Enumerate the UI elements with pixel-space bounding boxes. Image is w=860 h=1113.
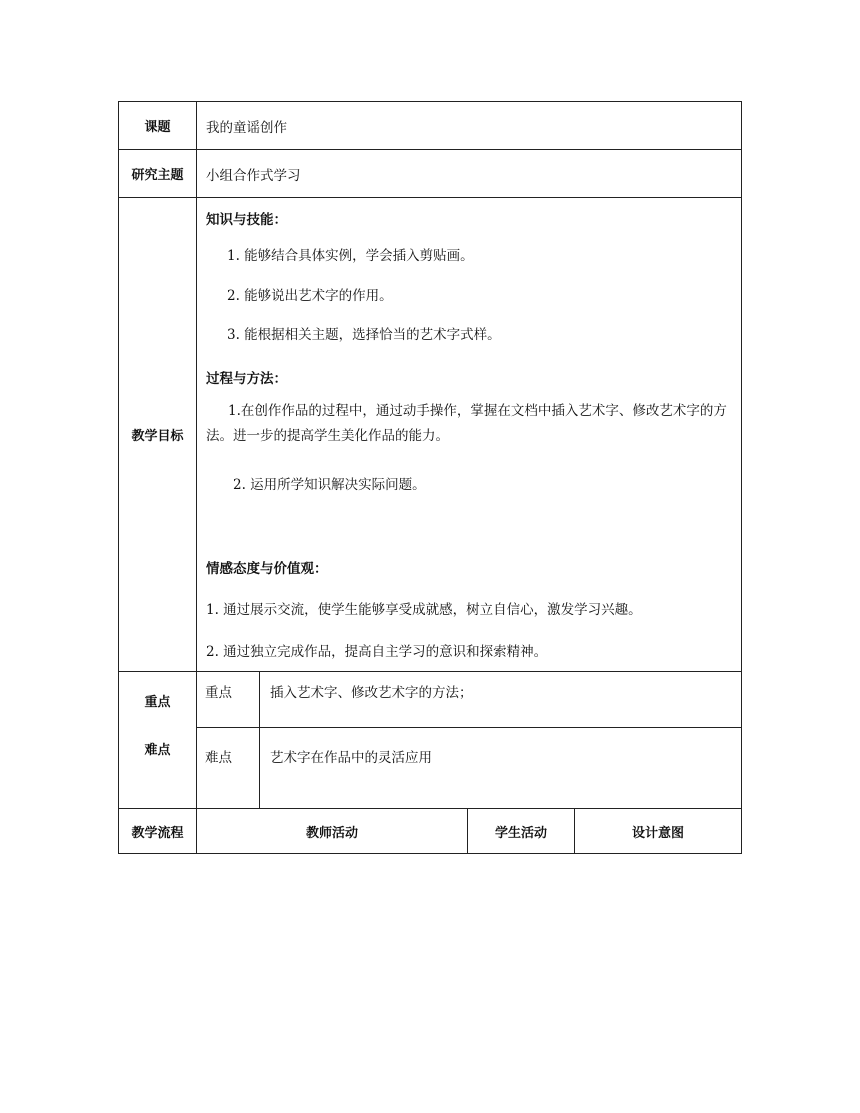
flow-header-intent: 设计意图 — [575, 809, 742, 854]
difficulty-small-label: 难点 — [197, 728, 260, 809]
difficulty-label: 难点 — [144, 743, 171, 758]
key-point-small-label: 重点 — [197, 672, 260, 728]
emotion-item: 2. 通过独立完成作品，提高自主学习的意识和探索精神。 — [206, 644, 548, 660]
research-value: 小组合作式学习 — [197, 150, 742, 198]
goals-row — [119, 198, 742, 672]
goals-label: 教学目标 — [119, 198, 197, 672]
topic-value: 我的童谣创作 — [197, 102, 742, 150]
research-row — [119, 150, 742, 198]
knowledge-item: 2. 能够说出艺术字的作用。 — [227, 288, 393, 304]
knowledge-item: 3. 能根据相关主题，选择恰当的艺术字式样。 — [227, 327, 501, 343]
flow-header-process: 教学流程 — [119, 809, 197, 854]
difficulty-text: 艺术字在作品中的灵活应用 — [260, 728, 742, 809]
process-heading: 过程与方法： — [206, 371, 287, 387]
emotion-item: 1. 通过展示交流，使学生能够享受成就感，树立自信心，激发学习兴趣。 — [206, 602, 642, 618]
difficulty-row — [119, 728, 742, 809]
flow-header-teacher: 教师活动 — [197, 809, 468, 854]
key-point-row — [119, 672, 742, 728]
lesson-plan-table — [118, 101, 742, 854]
knowledge-item: 1. 能够结合具体实例，学会插入剪贴画。 — [227, 248, 474, 264]
process-item: 2. 运用所学知识解决实际问题。 — [233, 477, 426, 493]
topic-label: 课题 — [119, 102, 197, 150]
research-label: 研究主题 — [119, 150, 197, 198]
flow-header-student: 学生活动 — [468, 809, 575, 854]
key-point-text: 插入艺术字、修改艺术字的方法； — [260, 672, 742, 728]
emotion-heading: 情感态度与价值观： — [206, 561, 328, 577]
topic-row — [119, 102, 742, 150]
process-item: 1.在创作作品的过程中，通过动手操作，掌握在文档中插入艺术字、修改艺术字的方法。进一步的提高学生美化作品的能力。 — [206, 403, 727, 444]
flow-header-row — [119, 809, 742, 854]
key-label: 重点 — [144, 695, 171, 710]
knowledge-heading: 知识与技能： — [206, 212, 287, 228]
goals-cell — [197, 198, 742, 672]
key-difficulty-label-cell — [119, 672, 197, 809]
